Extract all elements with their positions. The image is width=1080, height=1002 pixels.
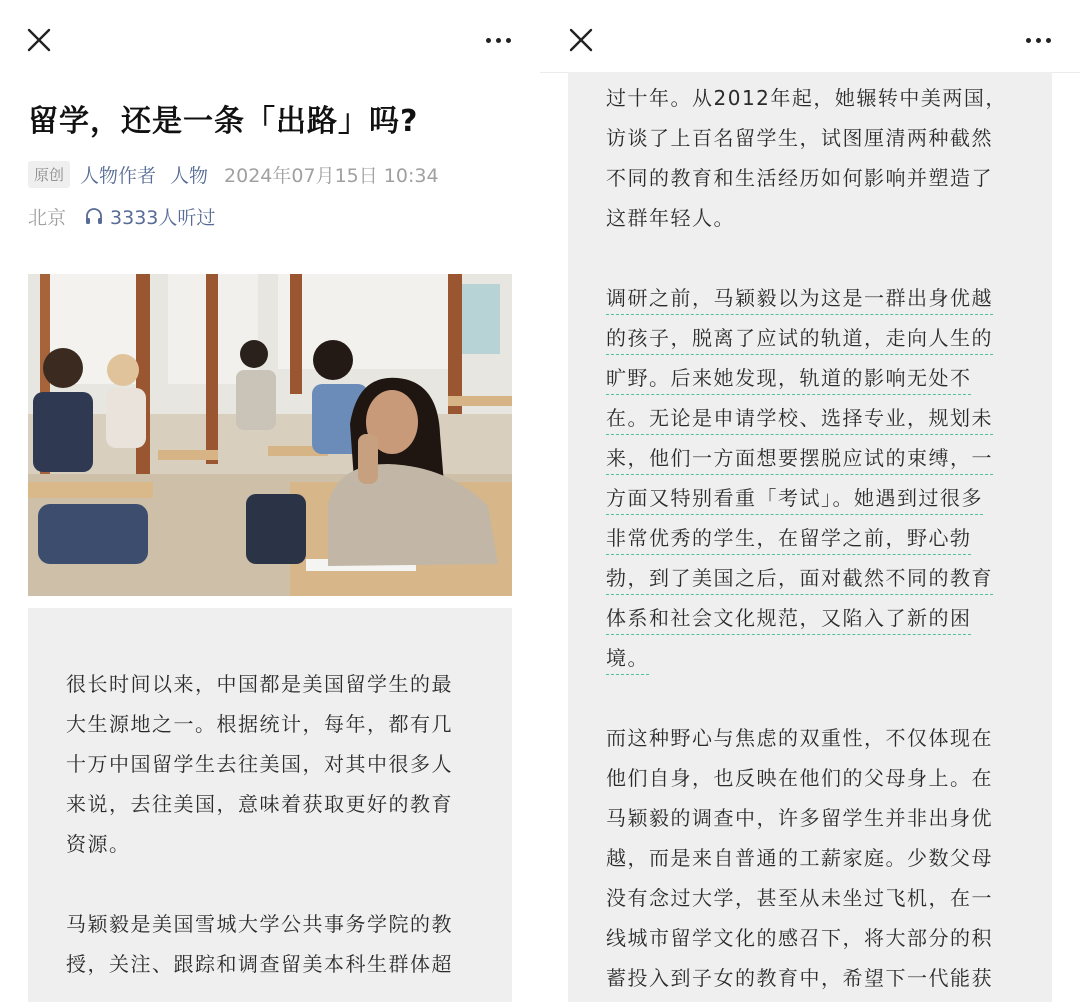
publish-date: 2024年07月15日 10:34 <box>224 164 439 187</box>
more-button[interactable] <box>486 34 514 46</box>
text-line: 而这种野心与焦虑的双重性，不仅体现在 <box>606 726 993 750</box>
author-link[interactable]: 人物作者 <box>80 164 157 187</box>
close-icon <box>26 27 52 53</box>
text-line: 马颖毅的调查中，许多留学生并非出身优 <box>606 806 993 830</box>
text-line: 不同的教育和生活经历如何影响并塑造了 <box>606 166 993 190</box>
article-body <box>28 608 512 1002</box>
more-icon-dot <box>506 38 511 43</box>
text-line: 线城市留学文化的感召下，将大部分的积 <box>606 926 993 950</box>
paragraph <box>66 664 476 864</box>
text-line: 过十年。从2012年起，她辗转中美两国， <box>606 86 1007 110</box>
listen-count[interactable]: 3333人听过 <box>110 206 216 229</box>
close-button[interactable] <box>568 27 594 53</box>
more-icon <box>1026 38 1031 43</box>
text-line: 来说，去往美国，意味着获取更好的教育 <box>66 792 453 816</box>
text-line: 旷野。后来她发现，轨道的影响无处不 <box>606 366 972 390</box>
text-line: 方面又特别看重「考试」。她遇到过很多 <box>606 486 983 510</box>
text-line: 来，他们一方面想要摆脱应试的束缚，一 <box>606 446 993 470</box>
more-icon-dot <box>1046 38 1051 43</box>
text-line: 十万中国留学生去往美国，对其中很多人 <box>66 752 453 776</box>
classroom-photo <box>28 274 512 596</box>
article-photo <box>28 274 512 596</box>
top-bar <box>0 0 540 72</box>
text-line: 这群年轻人。 <box>606 206 735 230</box>
close-icon <box>568 27 594 53</box>
text-line: 马颖毅是美国雪城大学公共事务学院的教 <box>66 912 453 936</box>
paragraph <box>606 78 1016 238</box>
close-button[interactable] <box>26 27 52 53</box>
text-line: 他们自身，也反映在他们的父母身上。在 <box>606 766 993 790</box>
paragraph <box>606 278 1016 678</box>
text-line: 没有念过大学，甚至从未坐过飞机，在一 <box>606 886 993 910</box>
text-line: 访谈了上百名留学生，试图厘清两种截然 <box>606 126 993 150</box>
article-panel-right <box>540 0 1080 1002</box>
paragraph <box>66 904 476 984</box>
paragraph <box>606 718 1016 998</box>
text-line: 大生源地之一。根据统计，每年，都有几 <box>66 712 453 736</box>
location-label: 北京 <box>28 206 67 229</box>
article-title: 留学，还是一条「出路」吗? <box>28 104 419 139</box>
text-line: 越，而是来自普通的工薪家庭。少数父母 <box>606 846 993 870</box>
text-line: 非常优秀的学生，在留学之前，野心勃 <box>606 526 972 550</box>
text-line: 在。无论是申请学校、选择专业，规划未 <box>606 406 993 430</box>
top-bar <box>540 0 1080 72</box>
article-body <box>568 72 1052 1002</box>
text-line: 很长时间以来，中国都是美国留学生的最 <box>66 672 453 696</box>
original-badge: 原创 <box>28 161 70 188</box>
text-line: 资源。 <box>66 832 131 856</box>
text-line: 蓄投入到子女的教育中，希望下一代能获 <box>606 966 993 990</box>
headphone-icon[interactable] <box>84 206 104 226</box>
text-line: 授，关注、跟踪和调查留美本科生群体超 <box>66 952 453 976</box>
more-button[interactable] <box>1026 34 1054 46</box>
more-icon-dot <box>496 38 501 43</box>
more-icon-dot <box>1036 38 1041 43</box>
text-line: 境。 <box>606 646 649 670</box>
more-icon <box>486 38 491 43</box>
text-line: 的孩子，脱离了应试的轨道，走向人生的 <box>606 326 993 350</box>
article-meta-secondary <box>28 200 215 232</box>
text-line: 勃，到了美国之后，面对截然不同的教育 <box>606 566 993 590</box>
account-link[interactable]: 人物 <box>170 164 209 187</box>
article-meta <box>28 158 439 190</box>
text-line: 体系和社会文化规范，又陷入了新的困 <box>606 606 972 630</box>
text-line: 调研之前，马颖毅以为这是一群出身优越 <box>606 286 993 310</box>
